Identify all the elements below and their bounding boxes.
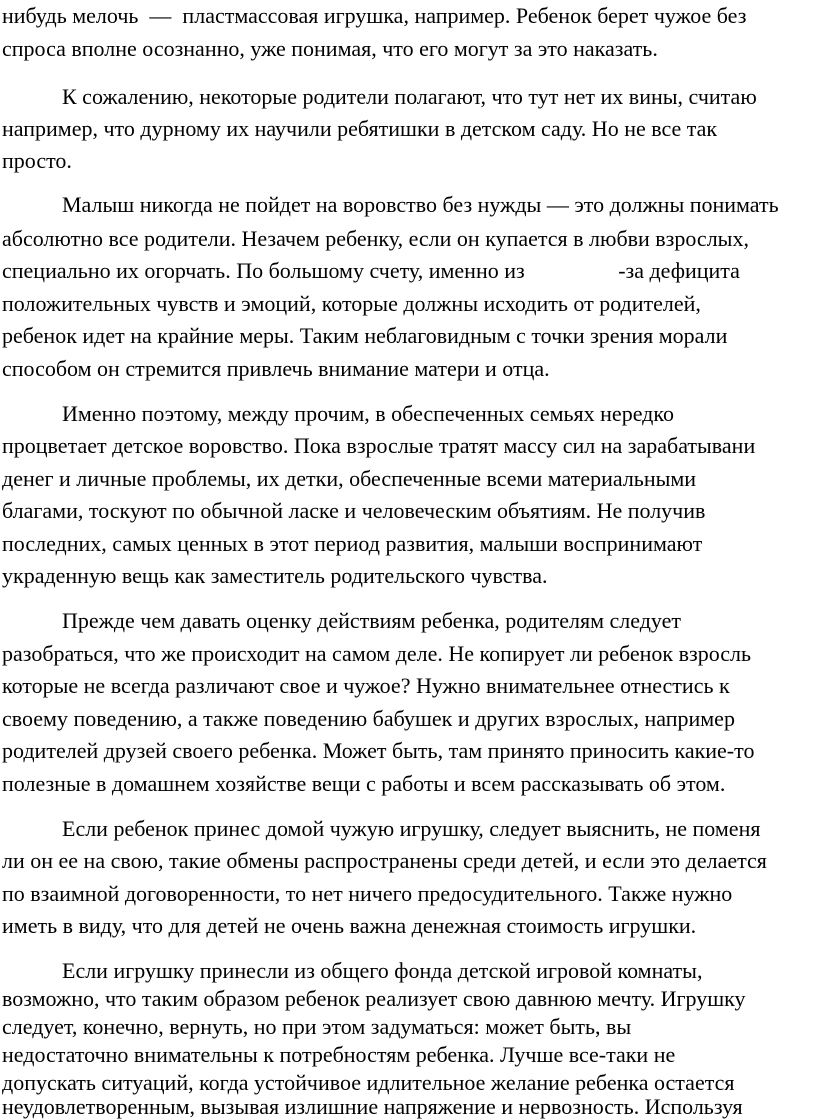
text-line: абсолютно все родители. Незачем ребенку, если он купается в любви взрослых, — [2, 226, 749, 251]
text-line: по взаимной договоренности, то нет ничего предосудительного. Также нужно — [2, 881, 733, 906]
paragraph-first-line: Малыш никогда не пойдет на воровство без нужды — это должны понимать — [62, 192, 779, 217]
text-line: ребенок идет на крайние меры. Таким неблаговидным с точки зрения морали — [2, 323, 728, 348]
text-line: своему поведению, а также поведению бабушек и других взрослых, например — [2, 706, 735, 731]
text-line: способом он стремится привлечь внимание матери и отца. — [2, 356, 550, 381]
text-line: полезные в домашнем хозяйстве вещи с работы и всем рассказывать об этом. — [2, 771, 726, 796]
text-line: допускать ситуаций, когда устойчивое идлительное желание ребенка остается — [2, 1070, 735, 1095]
text-line: следует, конечно, вернуть, но при этом задуматься: может быть, вы — [2, 1014, 632, 1039]
text-line: нибудь мелочь — пластмассовая игрушка, например. Ребенок берет чужое без — [2, 3, 747, 28]
text-line: ли он ее на свою, такие обмены распространены среди детей, и если это делается — [2, 848, 767, 873]
text-line: которые не всегда различают свое и чужое? Нужно внимательнее отнестись к — [2, 673, 730, 698]
text-line: иметь в виду, что для детей не очень важна денежная стоимость игрушки. — [2, 913, 697, 938]
text-line: спроса вполне осознанно, уже понимая, что его могут за это наказать. — [2, 36, 658, 61]
text-line: благами, тоскуют по обычной ласке и человеческим объятиям. Не получив — [2, 498, 706, 523]
text-line: украденную вещь как заместитель родительского чувства. — [2, 563, 548, 588]
text-line: неудовлетворенным, вызывая излишние напряжение и нервозность. Используя — [2, 1094, 743, 1119]
paragraph-first-line: Если игрушку принесли из общего фонда детской игровой комнаты, — [62, 958, 703, 983]
text-line: возможно, что таким образом ребенок реализует свою давнюю мечту. Игрушку — [2, 986, 746, 1011]
text-line: например, что дурному их научили ребятишки в детском саду. Но не все так — [2, 116, 718, 141]
paragraph-first-line: Если ребенок принес домой чужую игрушку, следует выяснить, не поменя — [62, 816, 761, 841]
text-line: процветает детское воровство. Пока взрослые тратят массу сил на зарабатывани — [2, 433, 756, 458]
paragraph-first-line: Прежде чем давать оценку действиям ребенка, родителям следует — [62, 608, 682, 633]
text-line: родителей друзей своего ребенка. Может быть, там принято приносить какие-то — [2, 738, 755, 763]
text-line: последних, самых ценных в этот период развития, малыши воспринимают — [2, 531, 703, 556]
text-line: денег и личные проблемы, их детки, обеспеченные всеми материальными — [2, 466, 697, 491]
text-line: специально их огорчать. По большому счету, именно из -за дефицита — [2, 258, 740, 283]
text-line: просто. — [2, 148, 72, 173]
text-line: разобраться, что же происходит на самом деле. Не копирует ли ребенок взросль — [2, 641, 752, 666]
text-line: положительных чувств и эмоций, которые должны исходить от родителей, — [2, 291, 701, 316]
paragraph-first-line: К сожалению, некоторые родители полагают, что тут нет их вины, считаю — [62, 84, 757, 109]
text-line: недостаточно внимательны к потребностям ребенка. Лучше все-таки не — [2, 1042, 676, 1067]
paragraph-first-line: Именно поэтому, между прочим, в обеспеченных семьях нередко — [62, 401, 674, 426]
